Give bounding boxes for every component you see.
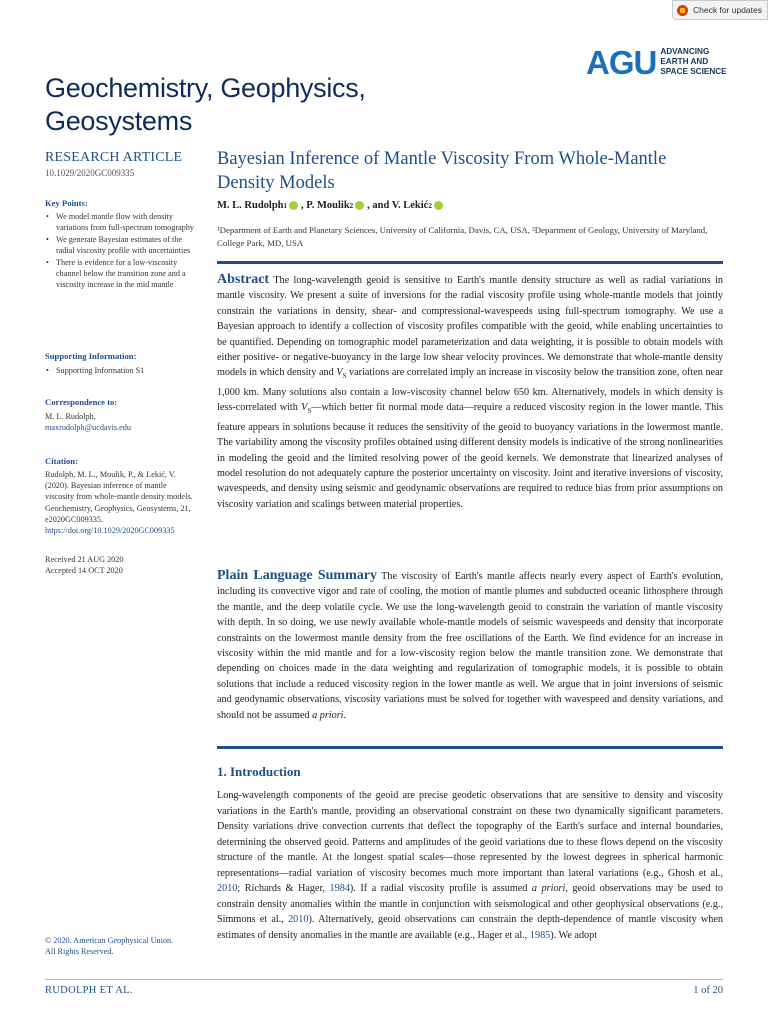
page-number: 1 of 20 — [693, 985, 723, 996]
correspondence-name: M. L. Rudolph, — [45, 412, 96, 421]
key-point-item: • There is evidence for a low-viscosity channel below the transition zone and a viscosity increase in the mid mantle — [45, 257, 195, 290]
dates-block — [45, 554, 195, 576]
agu-logo-mark: AGU — [586, 43, 657, 81]
running-head: RUDOLPH ET AL. — [45, 985, 133, 996]
supporting-info-list — [45, 365, 195, 377]
correspondence-email-link[interactable]: maxrudolph@ucdavis.edu — [45, 423, 131, 433]
article-type-label: RESEARCH ARTICLE — [45, 150, 183, 165]
orcid-icon[interactable] — [434, 201, 443, 210]
check-for-updates-button[interactable] — [672, 0, 768, 20]
author-name[interactable]: , and V. Lekić — [367, 200, 429, 211]
key-points-heading: Key Points: — [45, 198, 88, 208]
pls-text: The viscosity of Earth's mantle affects nearly every aspect of Earth's evolution, including its convective vigor and rate of cooling, the motion of mantle plumes and subducted oceanic lithosphere through the mantle, and the deep volatile cycle. We use the long-wavelength geoid to constrain the variation of mantle viscosity with depth. In so doing, we use newly available whole-mantle models of seismic wavespeeds and density that incorporate constraints on the lowermost mantle density from the free oscillations of the Earth. We find evidence for an increase in viscosity within the mid mantle and for a low-viscosity region below the mantle transition zone. We demonstrate that depending on choices made in the data weighting and regularization of tomographic models, it is possible to obtain solutions that include a reduced viscosity region in the lower mantle as well. We argue that in joint inversions of seismic and geodynamic observations, viscosity variations must be solved for together with wavespeed and density variations, and should not be assumed a priori. — [217, 571, 723, 721]
pls-heading: Plain Language Summary — [217, 568, 377, 583]
article-title: Bayesian Inference of Mantle Viscosity From Whole-Mantle Density Models — [217, 149, 667, 193]
footer-divider — [45, 979, 723, 980]
author-name[interactable]: , P. Moulik — [301, 200, 350, 211]
author-name[interactable]: M. L. Rudolph — [217, 200, 284, 211]
introduction-text: Long-wavelength components of the geoid are precise geodetic observations that are sensitive to density and viscosity variations in the Earth's mantle, providing an observational constraint on these two dynamically significant parameters. Density variations drive convection currents that deflect the topography of the Earth's surface and internal boundaries, determining the observed geoid. Patterns and amplitudes of the geoid variations due to these flows depend on the viscosity structure of the mantle. At the longest spatial scales—those represented by the lowest degrees in spherical harmonic representations—radial variation of viscosity becomes much more important than lateral variations (e.g., Ghosh et al., 2010; Richards & Hager, 1984). If a radial viscosity profile is assumed a priori, geoid observations may be used to constrain density anomalies within the mantle in conjunction with seismological and other geophysical observations (e.g., Simmons et al., 2010). Alternatively, geoid observations can constrain the depth-dependence of mantle viscosity when estimates of density anomalies in the mantle are available (e.g., Hager et al., 1985). We adopt — [217, 790, 724, 941]
check-for-updates-label: Check for updates — [693, 5, 762, 15]
correspondence-heading: Correspondence to: — [45, 397, 118, 407]
citation-heading: Citation: — [45, 456, 78, 466]
abstract-text: The long-wavelength geoid is sensitive to Earth's mantle density structure as well as radial variations in mantle viscosity. We present a suite of inversions for the radial viscosity profile using whole-mantle models that jointly constrain the variations in density, shear- and compressional-wavespeeds using full-spectrum tomography. We use a Bayesian approach to identify a collection of viscosity profiles compatible with the geoid, while enabling uncertainties to be quantified. Depending on tomographic model parameterization and data weighting, it is possible to obtain models with either positive- or negative-buoyancy in the large low shear velocity provinces. We demonstrate that whole-mantle density models in which density and $V_S$ variations are correlated imply an increase in viscosity below the transition zone, often near 1,000 km. Many solutions also contain a low-viscosity channel below 650 km. Alternatively, models in which density is less-correlated with $V_S—which$ better fit normal mode data—require a reduced viscosity region in the lower mantle. This feature appears in solutions because it reduces the sensitivity of the geoid to buoyancy variations in the lowermost mantle. The variability among the viscosity profiles obtained using different density models is indicative of the strong nonlinearities in modeling the geoid and the limited resolving power of the geoid kernels. We demonstrate that linearized analyses of model resolution do not adequately capture the posterior uncertainty on viscosity. Joint and iterative inversions of viscosity, wavespeeds, and density using seismic and geodynamic observations are required to reduce bias from prior assumptions on viscosity variation and scalings between material properties. — [217, 275, 723, 510]
received-date: Received 21 AUG 2020 — [45, 555, 124, 564]
orcid-icon[interactable] — [355, 201, 364, 210]
abstract-heading: Abstract — [217, 272, 270, 287]
copyright-notice: © 2020. American Geophysical Union. All Rights Reserved. — [45, 936, 174, 956]
author-list: M. L. Rudolph 1 , P. Moulik 2 , and V. Lekić 2 — [217, 200, 446, 211]
doi-label: 10.1029/2020GC009335 — [45, 168, 135, 178]
introduction-heading: 1. Introduction — [217, 764, 301, 779]
citation-block — [45, 469, 195, 536]
agu-logo — [586, 44, 727, 80]
plain-language-summary-section — [217, 568, 723, 723]
affiliations: ¹Department of Earth and Planetary Sciences, University of California, Davis, CA, USA, ²Department of Geology, University of Maryland, College Park, MD, USA — [217, 225, 708, 248]
key-points-list — [45, 211, 195, 291]
journal-title: Geochemistry, Geophysics, Geosystems — [45, 73, 366, 136]
abstract-section — [217, 272, 723, 512]
correspondence-block — [45, 411, 195, 433]
key-point-item: • We generate Bayesian estimates of the radial viscosity profile with uncertainties — [45, 234, 195, 256]
section-divider — [217, 746, 723, 749]
accepted-date: Accepted 14 OCT 2020 — [45, 566, 123, 576]
supporting-info-heading: Supporting Information: — [45, 351, 137, 361]
citation-text: Rudolph, M. L., Moulik, P., & Lekić, V. (2020). Bayesian inference of mantle viscosity from whole-mantle density models. Geochemistry, Geophysics, Geosystems, 21, e2020GC009335. — [45, 470, 193, 524]
sidebar — [45, 150, 195, 178]
section-divider — [217, 261, 723, 264]
agu-logo-text: ADVANCING EARTH AND SPACE SCIENCE — [660, 47, 727, 76]
orcid-icon[interactable] — [289, 201, 298, 210]
supporting-info-item[interactable]: • Supporting Information S1 — [45, 365, 195, 376]
crossmark-icon — [677, 5, 688, 16]
citation-doi-link[interactable]: https://doi.org/10.1029/2020GC009335 — [45, 526, 175, 536]
key-point-item: • We model mantle flow with density variations from full-spectrum tomography — [45, 211, 195, 233]
